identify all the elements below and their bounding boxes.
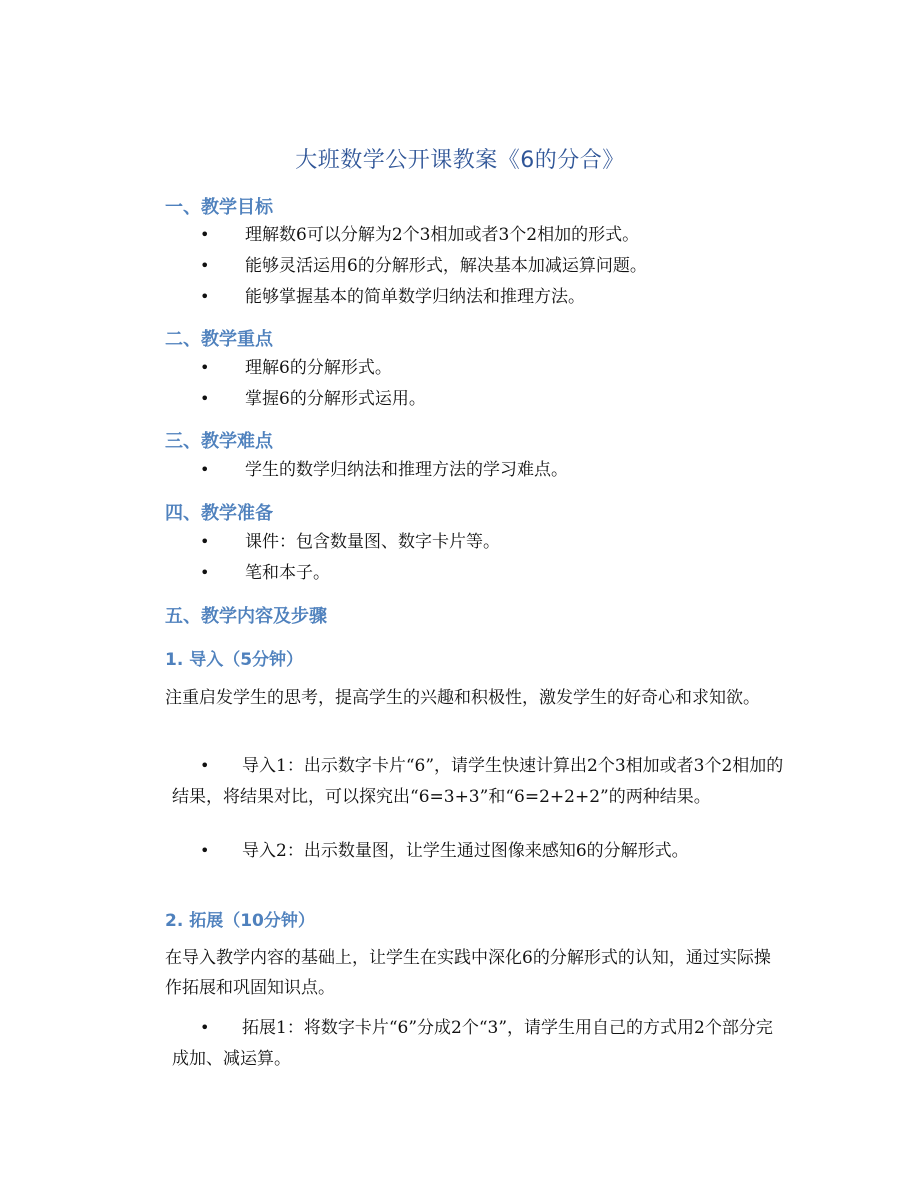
section-heading-content: 五、教学内容及步骤 (165, 606, 327, 627)
section-heading-goals: 一、教学目标 (165, 197, 273, 218)
bullet-icon: • (200, 287, 210, 306)
section-heading-key-points: 二、教学重点 (165, 329, 273, 350)
bullet-icon: • (200, 358, 210, 377)
step-intro-paragraph: 注重启发学生的思考，提高学生的兴趣和积极性，激发学生的好奇心和求知欲。 (165, 688, 760, 708)
page-title: 大班数学公开课教案《6的分合》 (295, 148, 625, 173)
section-heading-preparation: 四、教学准备 (165, 503, 273, 524)
document-page: 大班数学公开课教案《6的分合》 一、教学目标 • 理解数6可以分解为2个3相加或者3个2相加的形式。 • 能够灵活运用6的分解形式，解决基本加减运算问题。 • 能够掌握基本的简单数学归纳法和推理方法。 二、教学重点 • 理解6的分解形式。 • 掌握6的分解形式运用。 三、教学难点 • 学生的数学归纳法和推理方法的学习难点。 四、教学准备 • 课件：包含数量图、数字卡片等。 • 笔和本子。 五、教学内容及步骤 1. 导入（5分钟） 注重启发学生的思考，提高学生的兴趣和积极性，激发学生的好奇心和求知欲。 • 导入1：出示数字卡片“6”，请学生快速计算出2个3相加或者3个2相加的结果，将结果对比，可以探究出“6=3+3”和“6=2+2+2”的两种结果。 • 导入2：出示数量图，让学生通过图像来感知6的分解形式。 2. 拓展（10分钟） 在导入教学内容的基础上，让学生在实践中深化6的分解形式的认知，通过实际操作拓展和巩固知识点。 • 拓展1：将数字卡片“6”分成2个“3”，请学生用自己的方式用2个部分完成加、减运算。 (0, 0, 920, 1191)
bullet-icon: • (200, 389, 210, 408)
bullet-icon: • (200, 563, 210, 582)
bullet-icon: • (200, 841, 210, 860)
bullet-icon: • (200, 225, 210, 244)
list-item: • 拓展1：将数字卡片“6”分成2个“3”，请学生用自己的方式用2个部分完成加、减运算。 (172, 1012, 787, 1075)
section-heading-difficulties: 三、教学难点 (165, 431, 273, 452)
bullet-icon: • (200, 532, 210, 551)
list-item: • 导入1：出示数字卡片“6”，请学生快速计算出2个3相加或者3个2相加的结果，将结果对比，可以探究出“6=3+3”和“6=2+2+2”的两种结果。 (172, 750, 787, 813)
bullet-icon: • (200, 460, 210, 479)
bullet-icon: • (200, 1018, 210, 1037)
step-heading-extension: 2. 拓展（10分钟） (165, 911, 315, 931)
step-heading-intro: 1. 导入（5分钟） (165, 650, 304, 670)
step-intro-paragraph: 在导入教学内容的基础上，让学生在实践中深化6的分解形式的认知，通过实际操作拓展和巩固知识点。 (165, 948, 771, 998)
bullet-icon: • (200, 756, 210, 775)
bullet-icon: • (200, 256, 210, 275)
list-item: • 导入2：出示数量图，让学生通过图像来感知6的分解形式。 (172, 835, 787, 867)
